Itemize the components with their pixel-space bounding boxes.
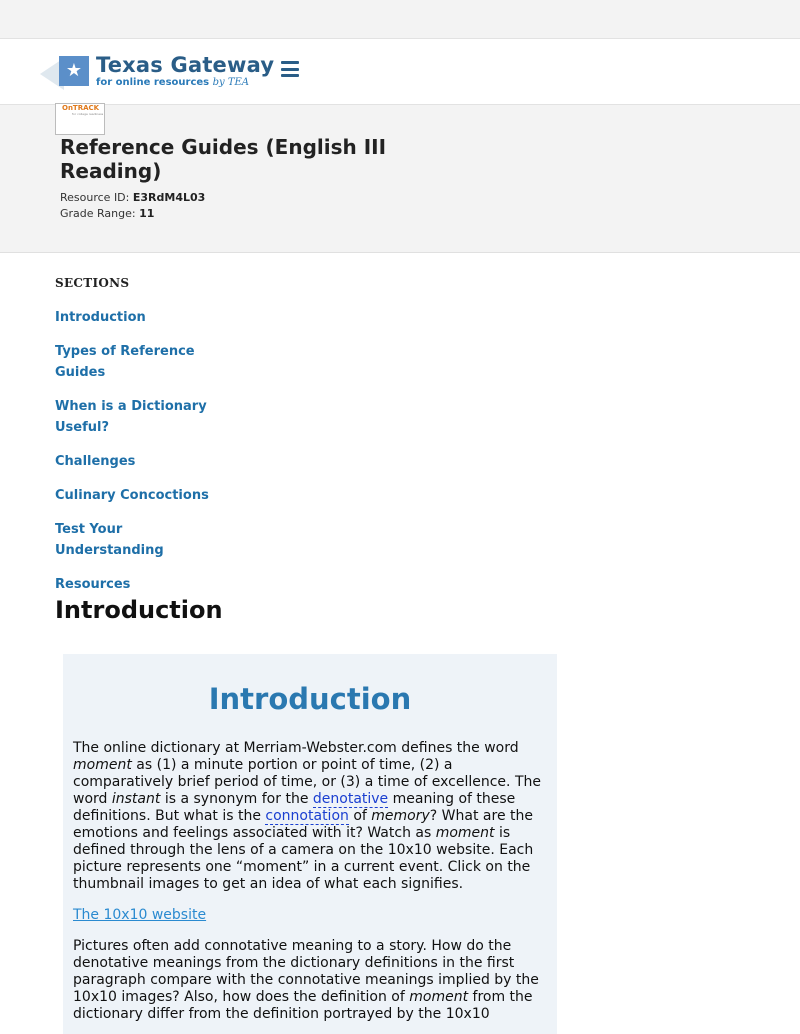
resource-thumbnail bbox=[55, 103, 105, 135]
denotative-glossary-link[interactable]: denotative bbox=[312, 791, 389, 807]
card-title: Introduction bbox=[208, 682, 412, 716]
resource-banner bbox=[0, 105, 800, 253]
intro-paragraph-2: Pictures often add connotative meaning to a story. How do the denotative meanings from the dictionary definitions in the first paragraph compare with the connotative meanings implied by the 10x10 images? Also, how does the definition of moment from the dictionary differ from the definition portrayed by the 10x10 bbox=[73, 938, 539, 1022]
section-item-dictionary bbox=[55, 395, 215, 437]
top-strip bbox=[0, 0, 800, 39]
section-item-test bbox=[55, 518, 215, 560]
thumbnail-text: OnTRACK bbox=[62, 104, 100, 112]
section-link-types-of-reference-guides[interactable]: Types of Reference Guides bbox=[55, 344, 195, 380]
section-link-dictionary-useful[interactable]: When is a Dictionary Useful? bbox=[55, 399, 207, 435]
logo-subtitle: for online resources by TEA bbox=[96, 77, 250, 88]
connotation-glossary-link[interactable]: connotation bbox=[265, 808, 349, 824]
logo-title: Texas Gateway bbox=[96, 53, 275, 77]
thumbnail-subtext: for college readiness bbox=[72, 112, 104, 116]
intro-paragraph-1: The online dictionary at Merriam-Webster.com defines the word moment as (1) a minute portion or point of time, (2) a comparatively brief period of time, or (3) a time of excellence. The word instant is a synonym for the denotative meaning of these definitions. But what is the connotation of memory? What are the emotions and feelings associated with it? Watch as moment is defined through the lens of a camera on the 10x10 website. Each picture represents one “moment” in a current event. Click on the thumbnail images to get an idea of what each signifies. bbox=[73, 740, 541, 892]
logo-by: by TEA bbox=[212, 77, 250, 88]
10x10-website-link[interactable]: The 10x10 website bbox=[73, 907, 207, 923]
content-card bbox=[63, 654, 557, 1034]
section-item-types bbox=[55, 340, 215, 382]
sections-heading: SECTIONS bbox=[55, 276, 130, 290]
section-link-introduction[interactable]: Introduction bbox=[55, 310, 146, 325]
resource-id: Resource ID: E3RdM4L03 bbox=[60, 191, 206, 204]
sections-nav bbox=[55, 306, 215, 607]
section-item-challenges bbox=[55, 450, 215, 471]
section-title: Introduction bbox=[55, 596, 223, 624]
section-item-resources bbox=[55, 573, 215, 594]
hamburger-menu-icon[interactable] bbox=[281, 61, 299, 77]
section-item-introduction bbox=[55, 306, 215, 327]
section-item-culinary bbox=[55, 484, 215, 505]
link-paragraph bbox=[73, 907, 549, 924]
page-title: Reference Guides (English III Reading) bbox=[60, 135, 387, 183]
section-link-culinary-concoctions[interactable]: Culinary Concoctions bbox=[55, 488, 209, 503]
star-icon: ★ bbox=[59, 56, 89, 86]
section-link-test-your-understanding[interactable]: Test Your Understanding bbox=[55, 522, 164, 558]
section-link-challenges[interactable]: Challenges bbox=[55, 454, 136, 469]
grade-range: Grade Range: 11 bbox=[60, 207, 155, 220]
site-header bbox=[0, 39, 800, 105]
texas-gateway-logo[interactable] bbox=[40, 53, 275, 90]
section-link-resources[interactable]: Resources bbox=[55, 577, 131, 592]
